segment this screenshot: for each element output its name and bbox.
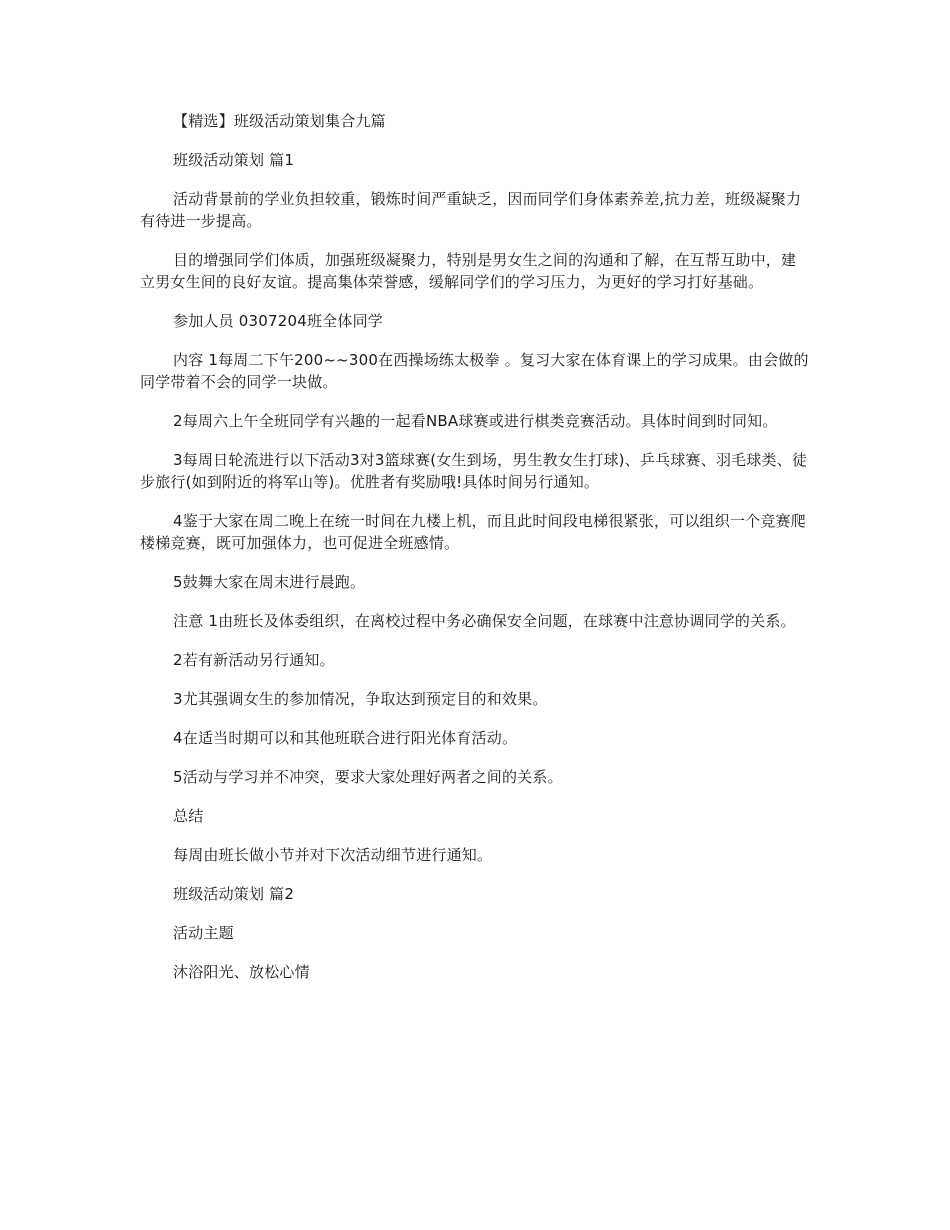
paragraph-content-3: 3每周日轮流进行以下活动3对3篮球赛(女生到场，男生教女生打球)、乒乓球赛、羽毛球类、徒步旅行(如到附近的将军山等)。优胜者有奖励哦!具体时间另行通知。 bbox=[140, 451, 808, 491]
paragraph-purpose: 目的增强同学们体质，加强班级凝聚力，特别是男女生之间的沟通和了解，在互帮互助中，建立男女生间的良好友谊。提高集体荣誉感，缓解同学们的学习压力，为更好的学习打好基础。 bbox=[140, 251, 797, 291]
paragraph-notes-2: 2若有新活动另行通知。 bbox=[173, 651, 335, 669]
paragraph-theme-heading: 活动主题 bbox=[173, 924, 234, 942]
paragraph-content-4: 4鉴于大家在周二晚上在统一时间在九楼上机，而且此时间段电梯很紧张，可以组织一个竞赛爬楼梯竞赛，既可加强体力，也可促进全班感情。 bbox=[140, 512, 806, 552]
paragraph-participants: 参加人员 0307204班全体同学 bbox=[173, 312, 383, 330]
document-page bbox=[140, 110, 810, 1000]
paragraph-notes-1: 注意 1由班长及体委组织，在离校过程中务必确保安全问题，在球赛中注意协调同学的关系。 bbox=[173, 612, 796, 630]
paragraph-content-1: 内容 1每周二下午200~~300在西操场练太极拳 。复习大家在体育课上的学习成果。由会做的同学带着不会的同学一块做。 bbox=[140, 351, 809, 391]
paragraph-content-5: 5鼓舞大家在周末进行晨跑。 bbox=[173, 573, 366, 591]
document-title: 【精选】班级活动策划集合九篇 bbox=[173, 112, 386, 130]
paragraph-notes-4: 4在适当时期可以和其他班联合进行阳光体育活动。 bbox=[173, 729, 518, 747]
section-heading-2: 班级活动策划 篇2 bbox=[173, 885, 295, 903]
paragraph-theme: 沐浴阳光、放松心情 bbox=[173, 963, 310, 981]
section-heading-1: 班级活动策划 篇1 bbox=[173, 151, 295, 169]
paragraph-notes-5: 5活动与学习并不冲突，要求大家处理好两者之间的关系。 bbox=[173, 768, 563, 786]
paragraph-summary: 每周由班长做小节并对下次活动细节进行通知。 bbox=[173, 846, 493, 864]
paragraph-content-2: 2每周六上午全班同学有兴趣的一起看NBA球赛或进行棋类竞赛活动。具体时间到时同知。 bbox=[173, 412, 778, 430]
paragraph-notes-3: 3尤其强调女生的参加情况，争取达到预定目的和效果。 bbox=[173, 690, 548, 708]
paragraph-summary-heading: 总结 bbox=[173, 807, 204, 825]
paragraph-background: 活动背景前的学业负担较重，锻炼时间严重缺乏，因而同学们身体素养差,抗力差，班级凝聚力有待进一步提高。 bbox=[140, 190, 802, 230]
